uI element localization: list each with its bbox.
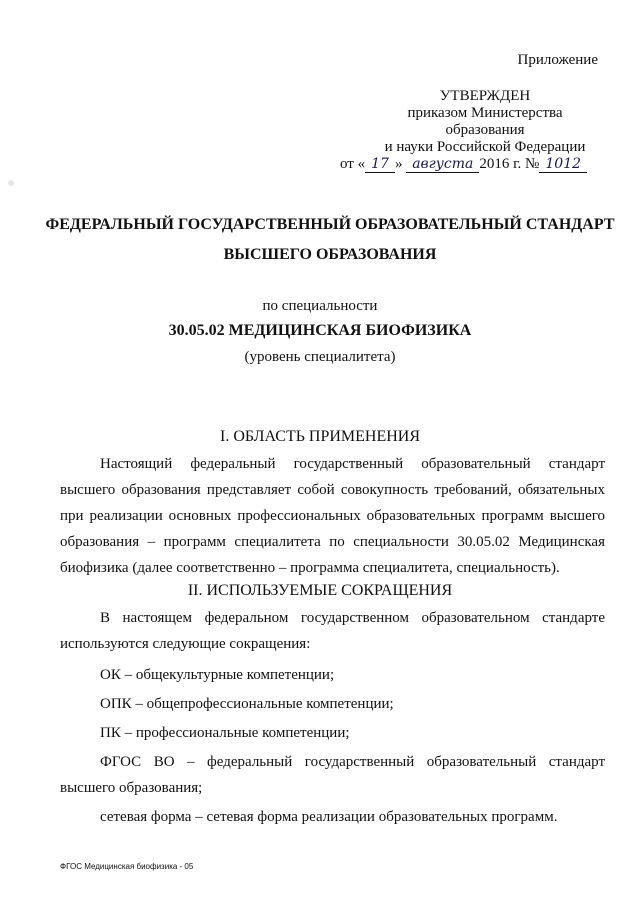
page-footer: ФГОС Медицинская биофизика - 05 (60, 862, 194, 871)
order-line-1: приказом Министерства образования (407, 105, 563, 138)
approved-heading: УТВЕРЖДЕН (439, 88, 531, 104)
section-1-paragraph: Настоящий федеральный государственный образовательный стандарт высшего образования представляет собой совокупность требований, обязательных при реализации основных профессиональных образовательных программ высшего образования – программ специалитета по специальности 30.05.02 Медицинская биофизика (далее соответственно – программа специалитета, специальность). (60, 456, 605, 576)
abbreviation-list (60, 662, 605, 833)
appendix-label: Приложение (517, 52, 598, 68)
specialty-level: (уровень специалитета) (244, 349, 396, 365)
order-number-handwritten: 1012 (539, 156, 587, 173)
approval-block (340, 88, 600, 173)
list-item: ОК – общекультурные компетенции; (100, 667, 335, 683)
specialty-name: 30.05.02 МЕДИЦИНСКАЯ БИОФИЗИКА (168, 322, 472, 339)
list-item: ФГОС ВО – федеральный государственный образовательный стандарт высшего образования; (60, 754, 605, 796)
list-item: ОПК – общепрофессиональные компетенции; (100, 696, 394, 712)
document-title (30, 210, 630, 270)
order-date-line (340, 156, 600, 173)
order-month-handwritten: августа (406, 156, 479, 173)
title-line-2: ВЫСШЕГО ОБРАЗОВАНИЯ (223, 246, 437, 263)
order-prefix: от « (340, 156, 366, 172)
section-1-heading: I. ОБЛАСТЬ ПРИМЕНЕНИЯ (219, 428, 421, 445)
list-item: сетевая форма – сетевая форма реализации образовательных программ. (100, 809, 558, 825)
section-1-body (60, 451, 605, 581)
order-line-2: и науки Российской Федерации (384, 139, 586, 155)
section-2-intro-block (60, 605, 605, 657)
specialty-label: по специальности (262, 298, 378, 314)
order-day-handwritten: 17 (365, 156, 395, 173)
order-year: 2016 г. № (479, 156, 540, 172)
section-2-heading: II. ИСПОЛЬЗУЕМЫЕ СОКРАЩЕНИЯ (187, 582, 453, 599)
section-2-intro: В настоящем федеральном государственном образовательном стандарте используются следующие сокращения: (60, 610, 605, 652)
order-mid: » (394, 156, 403, 172)
title-line-1: ФЕДЕРАЛЬНЫЙ ГОСУДАРСТВЕННЫЙ ОБРАЗОВАТЕЛЬНЫЙ СТАНДАРТ (45, 216, 615, 233)
list-item: ПК – профессиональные компетенции; (100, 725, 350, 741)
punch-hole-mark (8, 180, 14, 186)
